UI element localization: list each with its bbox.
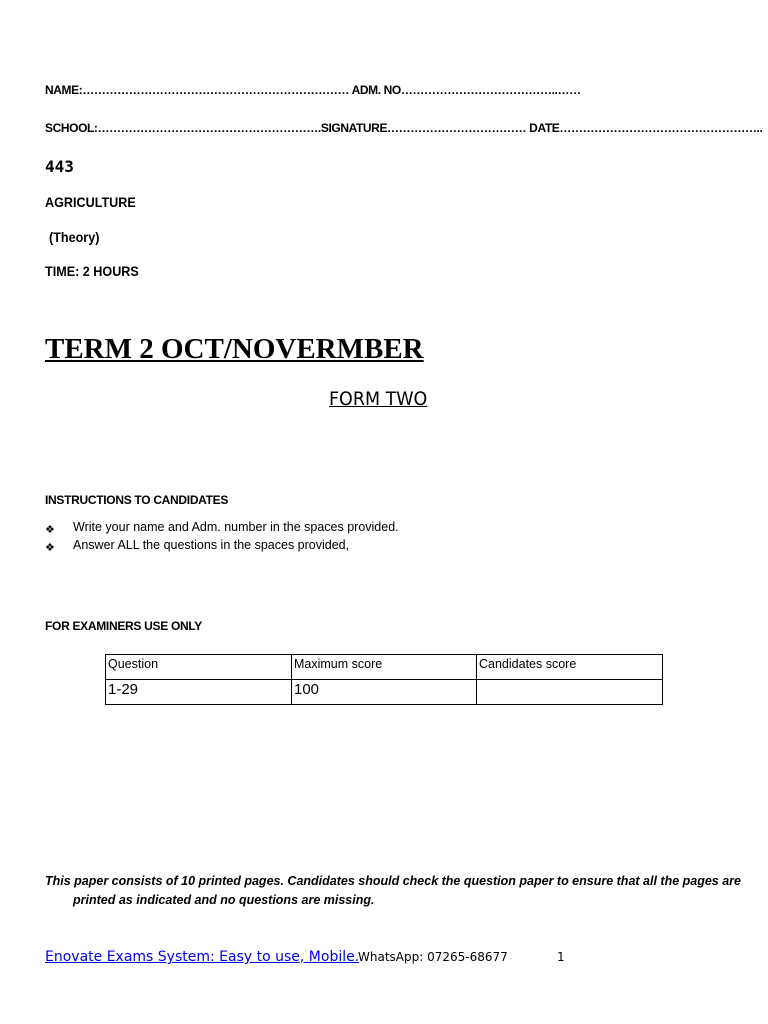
column-header: Maximum score: [292, 655, 477, 680]
theory-label: (Theory): [49, 229, 100, 245]
instruction-item: [45, 538, 55, 556]
footer-note-line2: printed as indicated and no questions are missing.: [73, 893, 375, 907]
school-signature-date-line: SCHOOL:………………………………………………….SIGNATURE……………………………… DATE……………………………………………..: [45, 121, 763, 135]
page-number: 1: [557, 950, 565, 964]
diamond-bullet-icon: ❖: [45, 542, 55, 554]
table-row: [106, 680, 663, 705]
column-header: Question: [106, 655, 292, 680]
examiners-score-table: [105, 654, 663, 705]
whatsapp-contact: WhatsApp: 07265-68677: [358, 950, 508, 964]
table-cell: 1-29: [106, 680, 292, 705]
instruction-text: Write your name and Adm. number in the spaces provided.: [73, 520, 399, 534]
instructions-heading: INSTRUCTIONS TO CANDIDATES: [45, 493, 229, 507]
term-title: TERM 2 OCT/NOVERMBER: [45, 333, 424, 365]
footer-note-line1: This paper consists of 10 printed pages. Candidates should check the question paper to ensure that all the pages are: [45, 874, 741, 888]
time-allowed: TIME: 2 HOURS: [45, 263, 139, 279]
paper-code: 443: [45, 157, 74, 176]
diamond-bullet-icon: ❖: [45, 524, 55, 536]
name-adm-line: NAME:…………………………………………………………… ADM. NO…………………………………..……: [45, 83, 581, 97]
table-cell: [477, 680, 663, 705]
form-title: FORM TWO: [329, 388, 428, 410]
table-cell: 100: [292, 680, 477, 705]
column-header: Candidates score: [477, 655, 663, 680]
enovate-exams-link[interactable]: Enovate Exams System: Easy to use, Mobile.: [45, 949, 360, 965]
instruction-text: Answer ALL the questions in the spaces provided,: [73, 538, 350, 552]
examiners-heading: FOR EXAMINERS USE ONLY: [45, 619, 202, 633]
instruction-item: [45, 520, 55, 538]
table-header-row: [106, 655, 663, 680]
subject-title: AGRICULTURE: [45, 194, 136, 210]
